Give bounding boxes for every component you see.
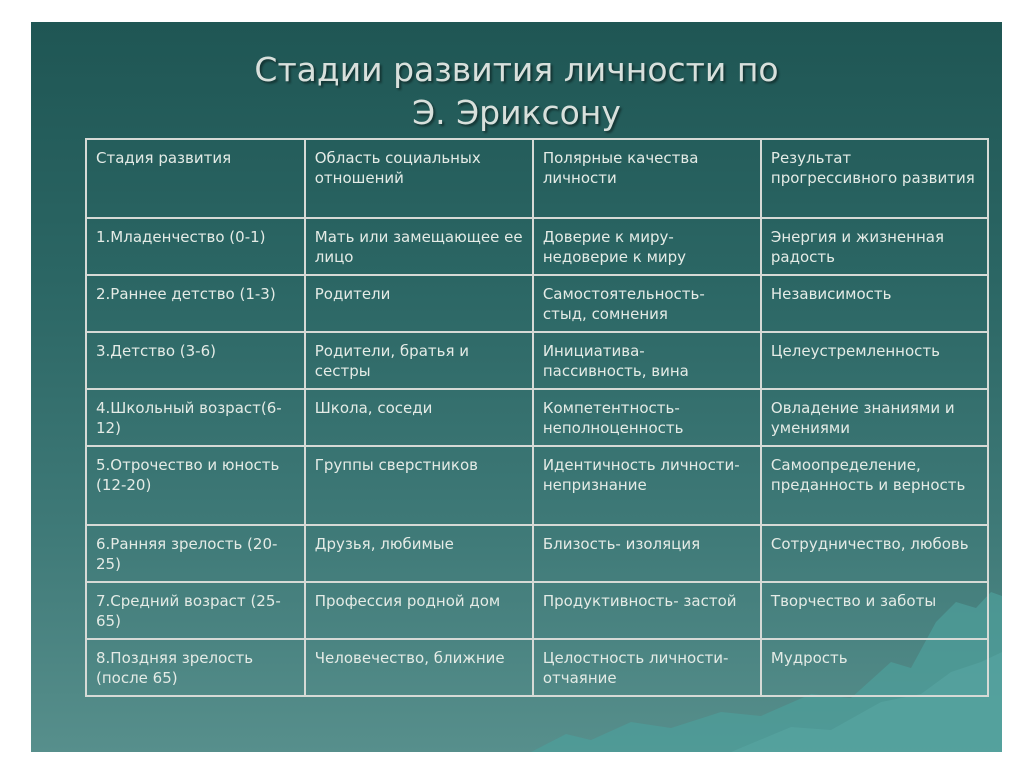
table-row: [86, 332, 988, 389]
table-row: [86, 639, 988, 696]
table-cell: 8.Поздняя зрелость (после 65): [86, 639, 305, 696]
table-cell: Сотрудничество, любовь: [761, 525, 988, 582]
table-cell: Родители, братья и сестры: [305, 332, 533, 389]
slide-title-line-1: Стадии развития личности по: [254, 50, 779, 89]
table-cell: Компетентность- неполноценность: [533, 389, 761, 446]
header-cell-result: Результат прогрессивного развития: [761, 139, 988, 218]
table-cell: Инициатива- пассивность, вина: [533, 332, 761, 389]
table-cell: 1.Младенчество (0-1): [86, 218, 305, 275]
slide-title: [31, 48, 1002, 134]
table-cell: Самостоятельность- стыд, сомнения: [533, 275, 761, 332]
slide-title-line-2: Э. Эриксону: [412, 93, 621, 132]
table-row: [86, 582, 988, 639]
table-cell: Целостность личности- отчаяние: [533, 639, 761, 696]
table-cell: Самоопределение, преданность и верность: [761, 446, 988, 525]
header-cell-social-relations: Область социальных отношений: [305, 139, 533, 218]
table-cell: Группы сверстников: [305, 446, 533, 525]
table-cell: Независимость: [761, 275, 988, 332]
table-cell: Мать или замещающее ее лицо: [305, 218, 533, 275]
table-cell: 2.Раннее детство (1-3): [86, 275, 305, 332]
table-cell: Идентичность личности- непризнание: [533, 446, 761, 525]
table-cell: Близость- изоляция: [533, 525, 761, 582]
table-cell: Человечество, ближние: [305, 639, 533, 696]
header-cell-stage: Стадия развития: [86, 139, 305, 218]
header-cell-polar-qualities: Полярные качества личности: [533, 139, 761, 218]
table-header-row: [86, 139, 988, 218]
slide: [31, 22, 1002, 752]
table-row: [86, 446, 988, 525]
table-cell: Доверие к миру- недоверие к миру: [533, 218, 761, 275]
table-row: [86, 525, 988, 582]
table-cell: Школа, соседи: [305, 389, 533, 446]
table-row: [86, 218, 988, 275]
erikson-stages-table: [85, 138, 989, 697]
table-cell: 5.Отрочество и юность (12-20): [86, 446, 305, 525]
table-cell: Энергия и жизненная радость: [761, 218, 988, 275]
table-row: [86, 389, 988, 446]
table-cell: Друзья, любимые: [305, 525, 533, 582]
table-row: [86, 275, 988, 332]
table-cell: Продуктивность- застой: [533, 582, 761, 639]
table-cell: 4.Школьный возраст(6-12): [86, 389, 305, 446]
table-cell: 3.Детство (3-6): [86, 332, 305, 389]
table-cell: Мудрость: [761, 639, 988, 696]
table-cell: 7.Средний возраст (25-65): [86, 582, 305, 639]
table-cell: 6.Ранняя зрелость (20-25): [86, 525, 305, 582]
table-cell: Овладение знаниями и умениями: [761, 389, 988, 446]
table-cell: Профессия родной дом: [305, 582, 533, 639]
table-cell: Целеустремленность: [761, 332, 988, 389]
table-cell: Творчество и заботы: [761, 582, 988, 639]
table-cell: Родители: [305, 275, 533, 332]
